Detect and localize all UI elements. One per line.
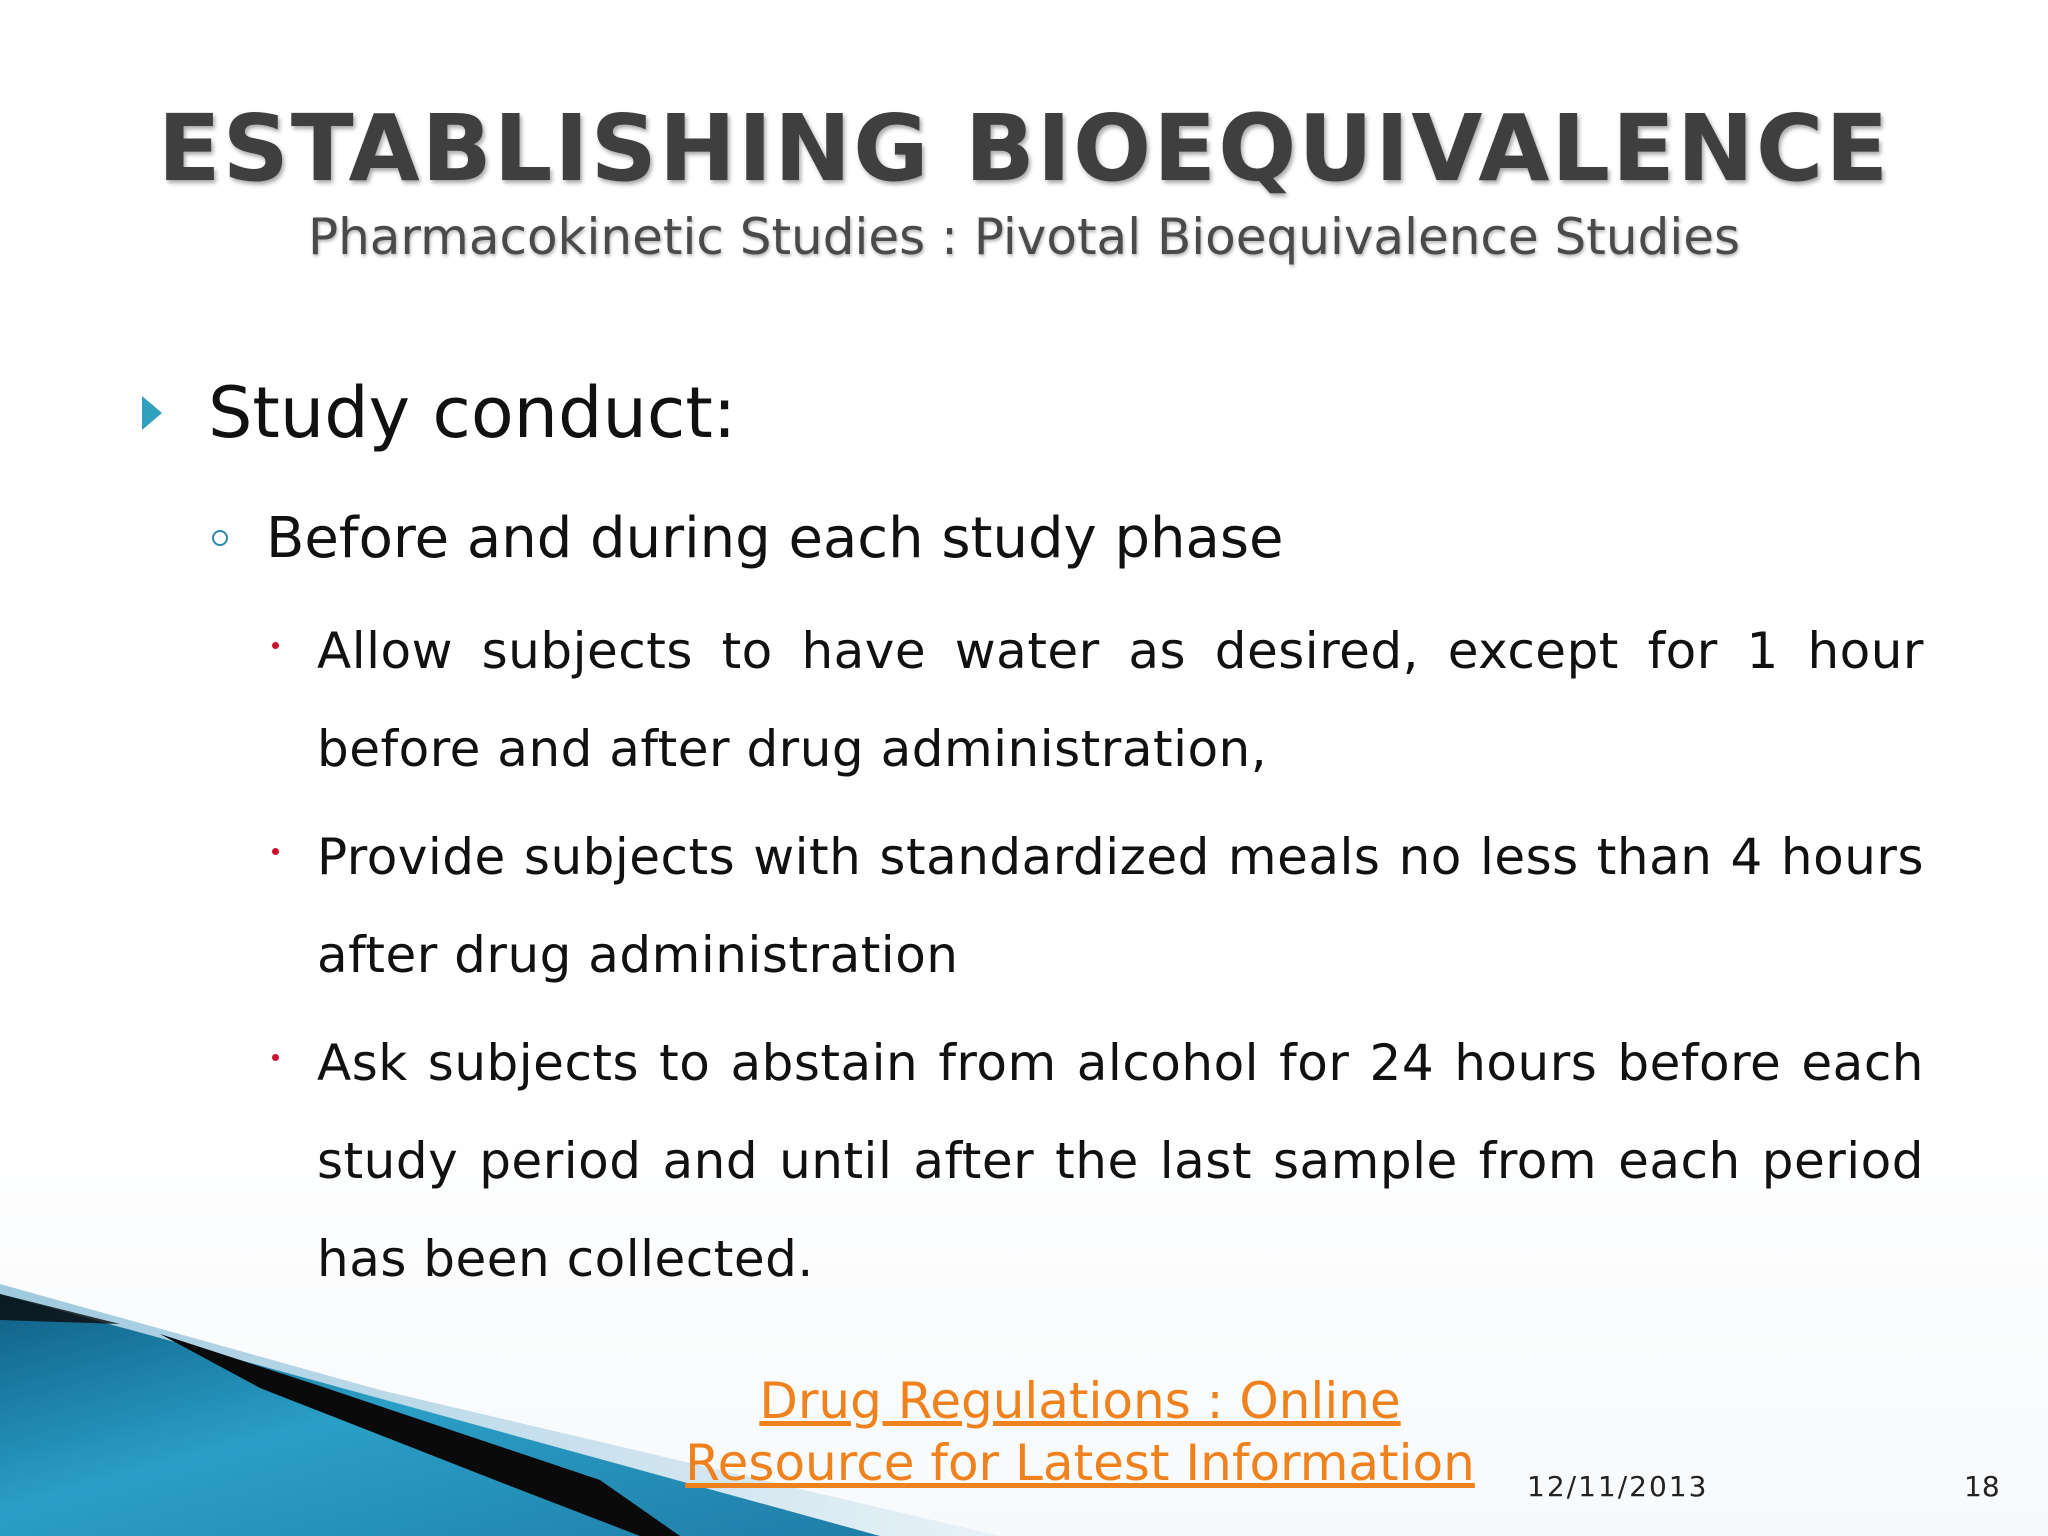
dot-bullet-icon (272, 848, 279, 855)
swoosh-black-tip (0, 1294, 120, 1324)
slide-page-number: 18 (1964, 1470, 2000, 1503)
bullet-level2-text: Before and during each study phase (266, 505, 1284, 571)
dot-bullet-icon (272, 1054, 279, 1061)
bullet-level2 (212, 500, 1283, 576)
bullet-level3-text: Ask subjects to abstain from alcohol for 24 hours before each study period and until after the last sample from each period has been collected. (317, 1034, 1924, 1288)
footer-link-line1[interactable]: Drug Regulations : Online (759, 1372, 1401, 1430)
slide-subtitle: Pharmacokinetic Studies : Pivotal Bioequivalence Studies (307, 208, 1741, 266)
bullet-level3-item (272, 808, 1924, 1004)
footer-link-line2[interactable]: Resource for Latest Information (685, 1434, 1475, 1492)
triangle-bullet-icon (142, 396, 162, 430)
bullet-level1-text: Study conduct: (208, 372, 737, 454)
footer-link-drug-regulations[interactable] (680, 1370, 1480, 1494)
dot-bullet-icon (272, 642, 279, 649)
slide-title: ESTABLISHING BIOEQUIVALENCE (157, 95, 1891, 202)
slide-date: 12/11/2013 (1527, 1470, 1709, 1503)
bullet-level3-text: Allow subjects to have water as desired, except for 1 hour before and after drug administration, (317, 622, 1924, 778)
bullet-level3-text: Provide subjects with standardized meals no less than 4 hours after drug administration (317, 828, 1924, 984)
bullet-level3-item (272, 602, 1924, 798)
hollow-circle-bullet-icon (212, 530, 228, 546)
bullet-level1 (142, 368, 736, 458)
